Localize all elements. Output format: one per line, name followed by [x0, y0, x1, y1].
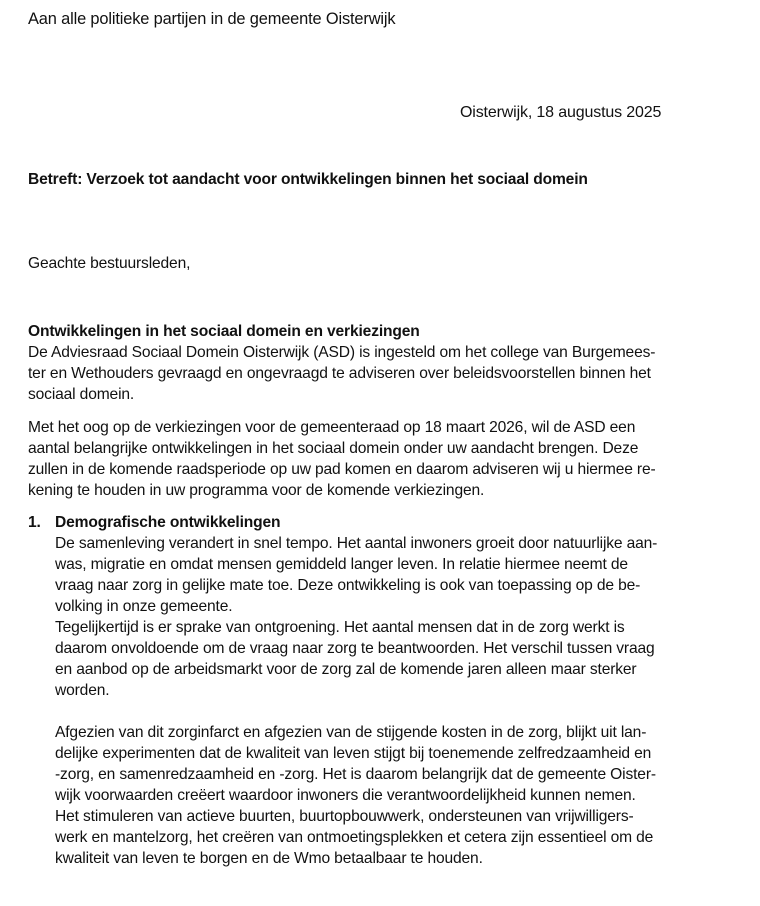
paragraph-line: sociaal domein. [28, 386, 135, 403]
list-item-heading: Demografische ontwikkelingen [55, 514, 281, 531]
place-date: Oisterwijk, 18 augustus 2025 [460, 104, 662, 121]
addressee: Aan alle politieke partijen in de gemeente Oisterwijk [28, 10, 396, 28]
paragraph-line: wijk voorwaarden creëert waardoor inwoners die verantwoordelijkheid kunnen nemen. [55, 787, 636, 804]
paragraph-line: De samenleving verandert in snel tempo. Het aantal inwoners groeit door natuurlijke aan- [55, 535, 658, 552]
paragraph-line: werk en mantelzorg, het creëren van ontmoetingsplekken et cetera zijn essentieel om de [55, 829, 654, 846]
paragraph-line: Het stimuleren van actieve buurten, buurtopbouwwerk, ondersteunen van vrijwilligers- [55, 808, 634, 825]
paragraph-line: Met het oog op de verkiezingen voor de gemeenteraad op 18 maart 2026, wil de ASD een [28, 419, 636, 436]
section-heading: Ontwikkelingen in het sociaal domein en verkiezingen [28, 323, 420, 340]
paragraph-line: was, migratie en omdat mensen gemiddeld langer leven. In relatie hiermee neemt de [55, 556, 628, 573]
paragraph-line: Tegelijkertijd is er sprake van ontgroening. Het aantal mensen dat in de zorg werkt is [55, 619, 625, 636]
paragraph-line: en aanbod op de arbeidsmarkt voor de zorg zal de komende jaren alleen maar sterker [55, 661, 637, 678]
paragraph-line: kwaliteit van leven te borgen en de Wmo betaalbaar te houden. [55, 850, 483, 867]
paragraph-line: delijke experimenten dat de kwaliteit van leven stijgt bij toenemende zelfredzaamheid en [55, 745, 652, 762]
paragraph-line: -zorg, en samenredzaamheid en -zorg. Het is daarom belangrijk dat de gemeente Oister- [55, 766, 656, 783]
paragraph-line: vraag naar zorg in gelijke mate toe. Deze ontwikkeling is ook van toepassing op de be- [55, 577, 641, 594]
salutation: Geachte bestuursleden, [28, 255, 191, 272]
paragraph-line: zullen in de komende raadsperiode op uw pad komen en daarom adviseren wij u hiermee re- [28, 461, 656, 478]
list-item-number: 1. [28, 514, 41, 531]
paragraph-line: aantal belangrijke ontwikkelingen in het sociaal domein onder uw aandacht brengen. Deze [28, 440, 639, 457]
paragraph-line: ter en Wethouders gevraagd en ongevraagd te adviseren over beleidsvoorstellen binnen het [28, 365, 651, 382]
subject-line: Betreft: Verzoek tot aandacht voor ontwikkelingen binnen het sociaal domein [28, 171, 588, 188]
paragraph-line: volking in onze gemeente. [55, 598, 233, 615]
paragraph-line: Afgezien van dit zorginfarct en afgezien van de stijgende kosten in de zorg, blijkt uit lan- [55, 724, 647, 741]
paragraph-line: kening te houden in uw programma voor de komende verkiezingen. [28, 482, 485, 499]
paragraph-line: daarom onvoldoende om de vraag naar zorg te beantwoorden. Het verschil tussen vraag [55, 640, 655, 657]
paragraph-line: worden. [55, 682, 110, 699]
paragraph-line: De Adviesraad Sociaal Domein Oisterwijk (ASD) is ingesteld om het college van Burgemees- [28, 344, 656, 361]
